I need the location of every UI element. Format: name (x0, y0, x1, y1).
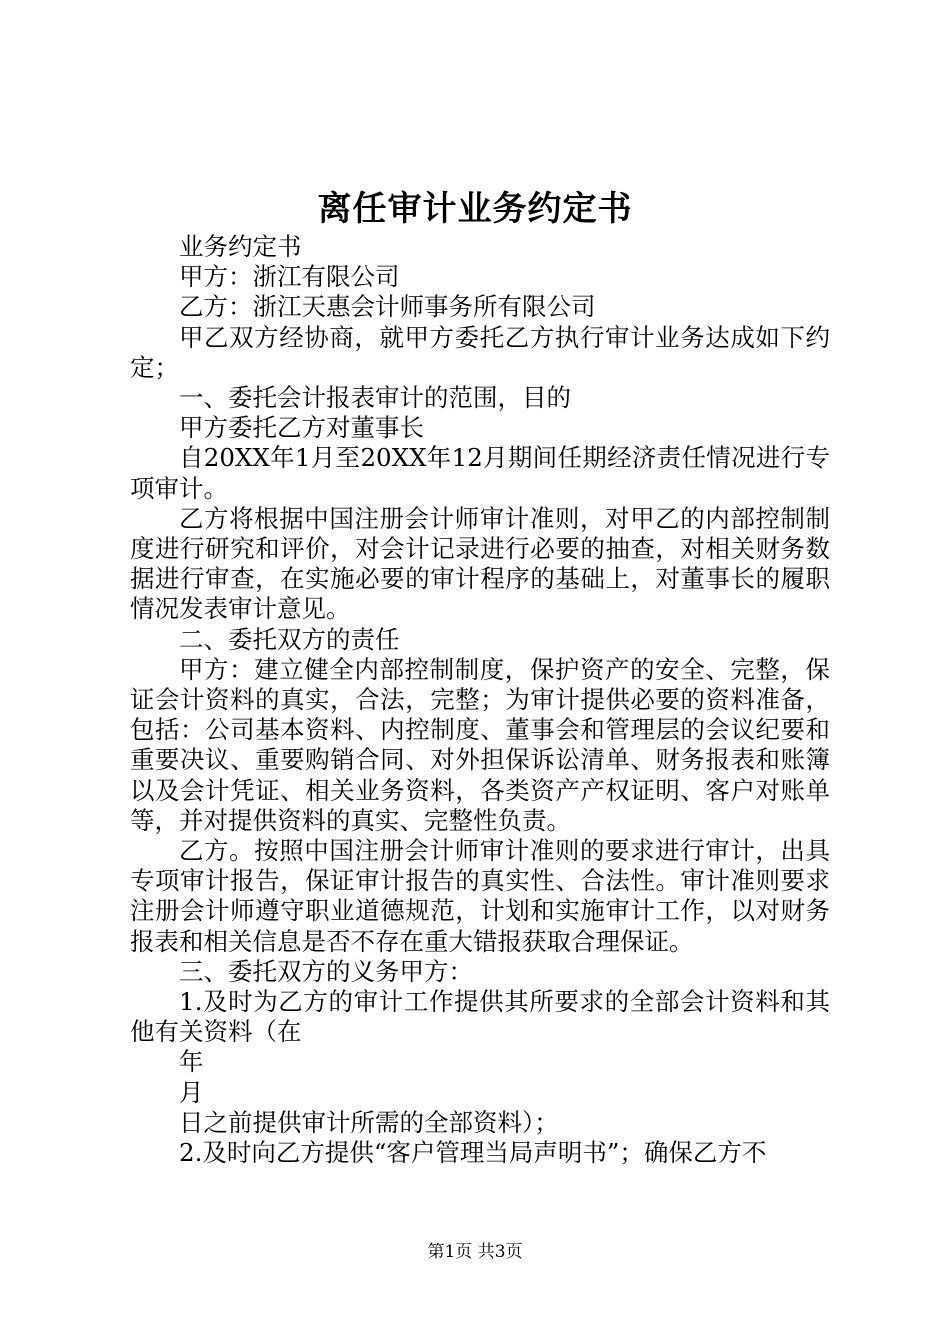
paragraph: 甲乙双方经协商，就甲方委托乙方执行审计业务达成如下约定； (130, 322, 830, 382)
paragraph: 乙方将根据中国注册会计师审计准则，对甲乙的内部控制制度进行研究和评价，对会计记录进行必要的抽查，对相关财务数据进行审查，在实施必要的审计程序的基础上，对董事长的履职情况发表审计意见。 (130, 503, 830, 624)
paragraph: 甲方：浙江有限公司 (179, 262, 400, 292)
paragraph: 日之前提供审计所需的全部资料）； (179, 1107, 559, 1137)
paragraph: 甲方委托乙方对董事长 (179, 413, 424, 443)
paragraph: 年 (179, 1047, 204, 1077)
paragraph: 一、委托会计报表审计的范围，目的 (179, 383, 571, 413)
paragraph: 甲方：建立健全内部控制制度，保护资产的安全、完整，保证会计资料的真实，合法，完整；为审计提供必要的资料准备，包括：公司基本资料、内控制度、董事会和管理层的会议纪要和重要决议、重要购销合同、对外担保诉讼清单、财务报表和账簿以及会计凭证、相关业务资料，各类资产产权证明、客户对账单等，并对提供资料的真实、完整性负责。 (130, 654, 830, 835)
paragraph: 1.及时为乙方的审计工作提供其所要求的全部会计资料和其他有关资料（在 (130, 987, 830, 1047)
paragraph: 业务约定书 (179, 232, 302, 261)
paragraph: 2.及时向乙方提供“客户管理当局声明书”；确保乙方不 (179, 1138, 767, 1168)
document-body (130, 232, 830, 1168)
paragraph: 乙方。按照中国注册会计师审计准则的要求进行审计，出具专项审计报告，保证审计报告的真实性、合法性。审计准则要求注册会计师遵守职业道德规范，计划和实施审计工作，以对财务报表和相关信息是否不存在重大错报获取合理保证。 (130, 836, 830, 956)
paragraph: 三、委托双方的义务甲方： (179, 956, 473, 986)
page-footer: 第1页 共3页 (427, 1242, 523, 1262)
paragraph: 自20XX年1月至20XX年12月期间任期经济责任情况进行专项审计。 (130, 443, 830, 503)
paragraph: 乙方：浙江天惠会计师事务所有限公司 (179, 292, 596, 322)
document-title: 离任审计业务约定书 (317, 189, 633, 229)
paragraph: 月 (179, 1077, 204, 1107)
paragraph: 二、委托双方的责任 (179, 624, 400, 654)
